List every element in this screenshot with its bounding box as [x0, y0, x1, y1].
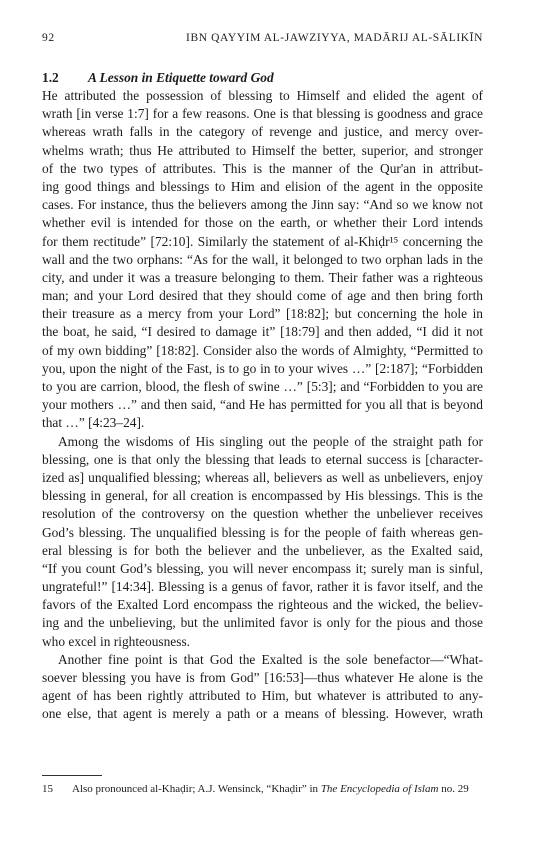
body-line: ized as] unqualified blessing; whereas all, believers as well as unbelievers, enjoy [42, 469, 483, 485]
body-line: wrath [in verse 1:7] for a few reasons. One is that blessing is goodness and grace [42, 106, 483, 122]
footnote-italic-title: The Encyclopedia of Islam [320, 783, 439, 795]
body-text [42, 87, 483, 724]
body-line: whether evil is intended for those on the earth, or whether their Lord intends [42, 215, 483, 231]
section-title: A Lesson in Etiquette toward God [88, 70, 274, 85]
body-line: eral blessing is for both the believer and the unbeliever, as the Exalted said, [42, 542, 483, 558]
section-heading [42, 69, 483, 87]
body-line: that …” [4:23–24]. [42, 415, 145, 431]
body-line: of the two types of attributes. This is the manner of the Qur'an in attribut- [42, 160, 483, 176]
body-line: of my own bidding” [18:82]. Consider also the words of Almighty, “Permitted to [42, 342, 483, 358]
body-line: for them rectitude” [72:10]. Similarly the statement of al-Khiḍr¹⁵ concerning the [42, 233, 483, 249]
body-line: God’s blessing. The unqualified blessing is for the people of faith whereas gen- [42, 524, 483, 540]
footnote [42, 782, 483, 796]
body-line: whelms wrath; thus He attributed to Himself the better, superior, and stronger [42, 142, 483, 158]
body-line: agent of has been rightly attributed to Him, but whatever is attributed to any- [42, 688, 483, 704]
body-line: ing good things and blessings to Him and elision of the agent in the opposite [42, 178, 483, 194]
body-line: one else, that agent is merely a path or a means of blessing. However, wrath [42, 706, 483, 722]
body-line: “If you count God’s blessing, you will never encompass it; surely man is sinful, [42, 560, 483, 576]
body-line: to you are carrion, blood, the flesh of swine …” [5:3]; and “Forbidden to you are [42, 379, 483, 394]
footnote-number: 15 [42, 783, 53, 795]
body-line: your mothers …” and then said, “and He has permitted for you all that is beyond [42, 397, 483, 413]
body-line: cases. For instance, thus the believers among the Jinn say: “And so we know not [42, 197, 483, 213]
body-line: the boat, he said, “I desired to damage it” [18:79] and then added, “I did it not [42, 324, 483, 340]
body-line: wall and the two orphans: “As for the wall, it belonged to two orphan lads in the [42, 251, 483, 267]
footnote-text: Also pronounced al-Khaḍir; A.J. Wensinck, “Khaḍir” in [72, 783, 321, 795]
body-line: whereas wrath falls in the category of revenge and justice, and mercy over- [42, 124, 483, 140]
body-line: ungrateful!” [14:34]. Blessing is a genus of favor, rather it is favor itself, and the [42, 579, 483, 595]
running-title: IBN QAYYIM AL-JAWZIYYA, MADĀRIJ AL-SĀLIKĪN [186, 32, 483, 44]
body-line: Another fine point is that God the Exalted is the sole benefactor—“What- [58, 651, 483, 667]
footnote-text-end: no. 29 [438, 783, 469, 795]
body-line: man; and your Lord desired that they should come of age and then bring forth [42, 288, 483, 304]
body-line: you, upon the night of the Fast, is to go in to your wives …” [2:187]; “Forbidden [42, 360, 483, 376]
body-line: He attributed the possession of blessing to Himself and elided the agent of [42, 88, 483, 103]
body-line: blessing, one is that only the blessing that leads to eternal success is [character- [42, 451, 483, 467]
footnote-divider [42, 775, 102, 776]
body-line: who excel in righteousness. [42, 633, 191, 649]
page-number: 92 [42, 32, 55, 44]
section-number: 1.2 [42, 70, 59, 85]
body-line: ing and the unbelieving, but the unlimited favor is only for the pious and those [42, 615, 483, 631]
body-line: resolution of the controversy on the question whether the unbeliever receives [42, 506, 483, 522]
body-line: Among the wisdoms of His singling out the people of the straight path for [58, 433, 483, 449]
body-line: city, and under it was a treasure belonging to them. Their father was a righteous [42, 269, 483, 285]
body-line: favors of the Exalted Lord encompass the righteous and the wicked, the believ- [42, 597, 483, 613]
body-line: blessing in general, for all creation is encompassed by His blessings. This is the [42, 488, 483, 504]
running-head [42, 32, 483, 48]
body-line: soever blessing you have is from God” [16:53]—thus whatever He alone is the [42, 670, 483, 685]
body-line: their treasure as a mercy from your Lord” [18:82]; but concerning the hole in [42, 306, 483, 322]
